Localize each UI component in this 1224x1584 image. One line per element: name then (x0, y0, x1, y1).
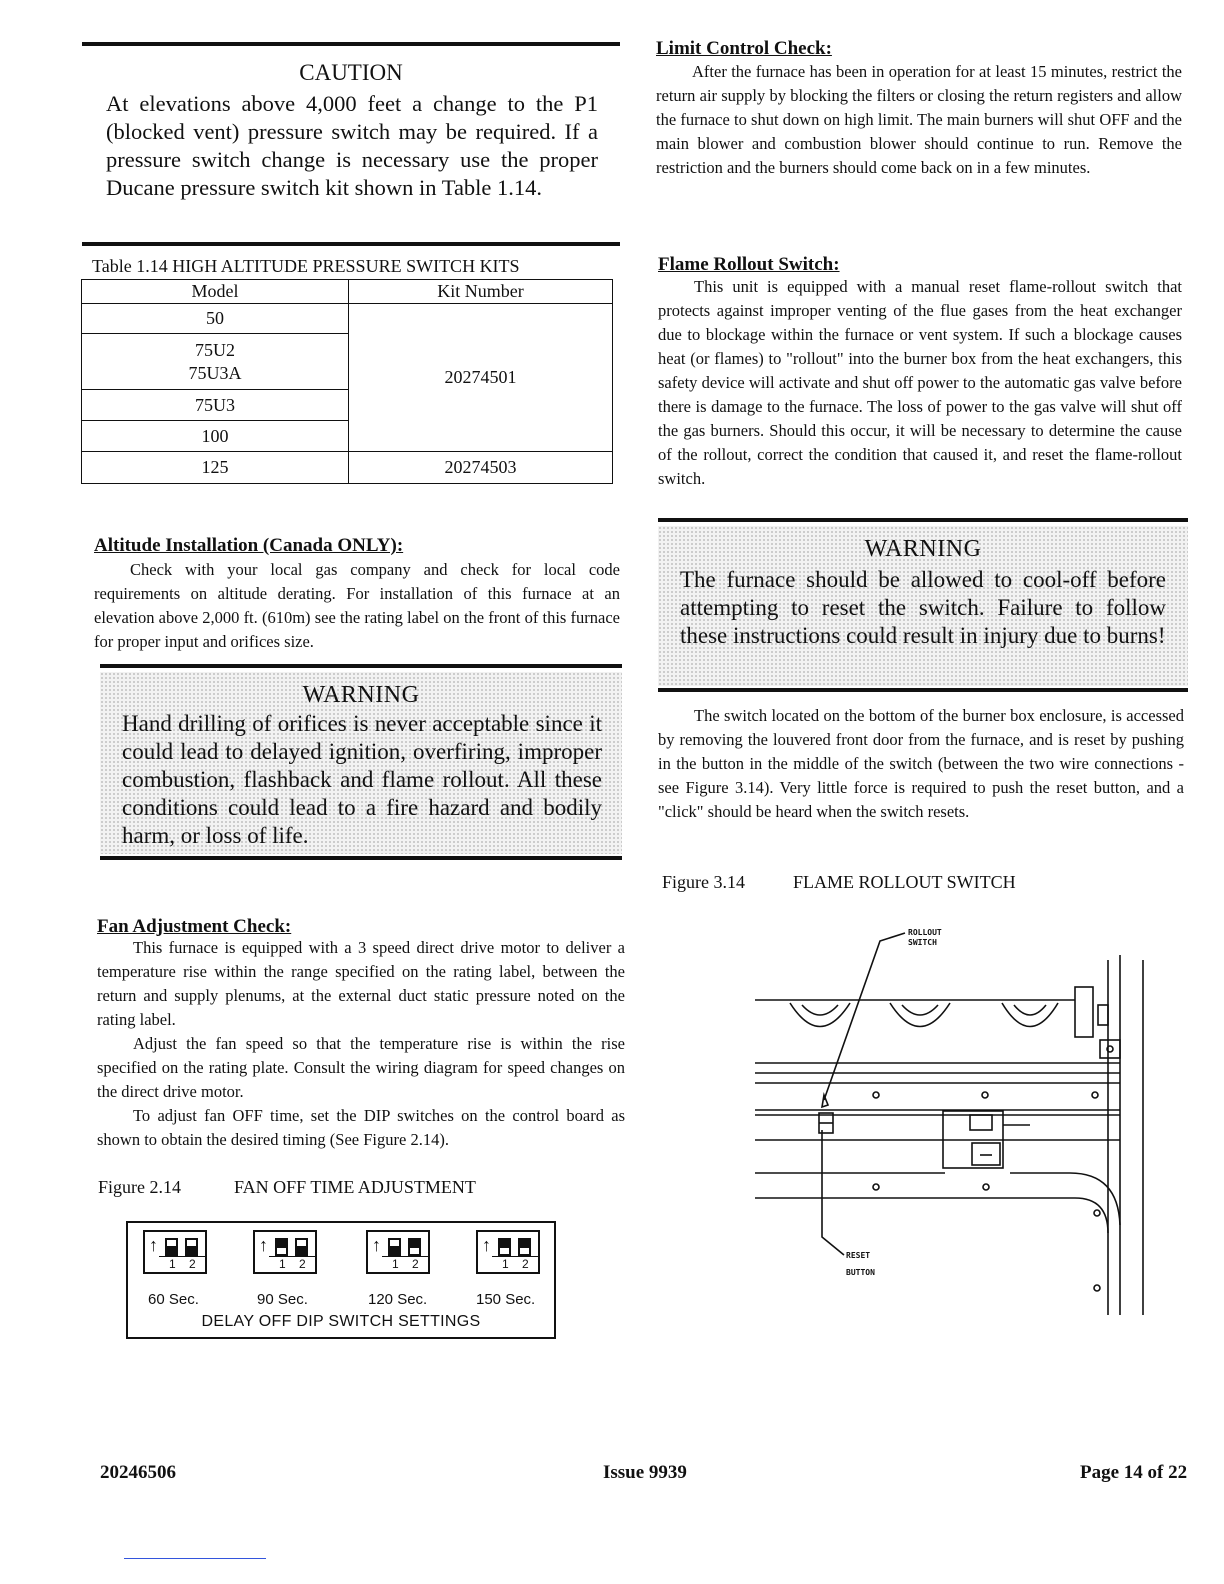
warning1-text: Hand drilling of orifices is never acceptable since it could lead to delayed ignition, overfiring, improper combustion, flashback and flame rollout. All these conditions could lead to a fire hazard and bodily harm, or loss of life. (122, 711, 602, 848)
dip-switch-150 (476, 1230, 540, 1274)
table-model-75u3a: 75U3A (188, 362, 242, 383)
figure314-title: FLAME ROLLOUT SWITCH (793, 872, 1016, 892)
diagram-shelf (1010, 1173, 1120, 1225)
burner-port (902, 1005, 938, 1015)
table-header-model: Model (82, 280, 349, 304)
warning2-text: The furnace should be allowed to cool-off before attempting to reset the switch. Failure to follow these instructions could result in injury due to burns! (680, 567, 1166, 648)
table-cell-model: 50 (82, 304, 349, 334)
label-reset-2: BUTTON (846, 1268, 875, 1277)
warning1-top-rule (100, 664, 622, 668)
dip-switch-120 (366, 1230, 430, 1274)
diagram-bracket (1098, 1005, 1108, 1025)
switch-label-2: 2 (412, 1257, 419, 1271)
table-cell-model: 100 (82, 421, 349, 452)
dip-switch-2 (408, 1238, 421, 1256)
dip-switch-1 (498, 1238, 511, 1256)
diagram-screw (1092, 1092, 1098, 1098)
diagram-screw (873, 1092, 879, 1098)
warning2-title: WARNING (864, 536, 982, 562)
figure214-number: Figure 2.14 (98, 1177, 181, 1197)
dip-switch-90 (253, 1230, 317, 1274)
setting-120: 120 Sec. (368, 1291, 428, 1308)
limit-paragraph: After the furnace has been in operation for at least 15 minutes, restrict the return air supply by blocking the filters or closing the return registers and allow the furnace to shut down on high limit. The main burners will shut OFF and the main blower and combustion blower should continue to run. Remove the restriction and the burners should come back on in a few minutes. (656, 62, 1182, 177)
warning1-box (100, 672, 622, 854)
setting-90: 90 Sec. (257, 1291, 308, 1308)
table-caption: Table 1.14 HIGH ALTITUDE PRESSURE SWITCH KITS (92, 256, 520, 276)
rollout-text (658, 275, 1182, 491)
switch-terminal (970, 1115, 992, 1130)
fan-paragraph-2: Adjust the fan speed so that the temperature rise is within the rise specified on the rating plate. Consult the wiring diagram for speed changes on the direct drive motor. (97, 1034, 625, 1101)
figure314-number: Figure 3.14 (662, 872, 745, 892)
table-header-kit: Kit Number (349, 280, 613, 304)
warning1-title: WARNING (302, 682, 420, 708)
switch-paragraph: The switch located on the bottom of the burner box enclosure, is accessed by removing the louvered front door from the furnace, and is reset by pushing in the button in the middle of the switch (between the two wire connections - see Figure 3.14). Very little force is required to push the reset button, and a "click" should be heard when the switch resets. (658, 706, 1184, 821)
diagram-screw (1094, 1285, 1100, 1291)
caution-title: CAUTION (299, 60, 403, 85)
caution-top-rule (82, 42, 620, 46)
arrow-up-icon: ↑ (259, 1235, 268, 1255)
fan-paragraph-3: To adjust fan OFF time, set the DIP switches on the control board as shown to obtain the desired timing (See Figure 2.14). (97, 1106, 625, 1149)
warning2-top-rule (658, 518, 1188, 522)
rollout-leader-line (824, 933, 905, 1100)
diagram-bracket (1100, 1040, 1120, 1058)
switch-label-1: 1 (169, 1257, 176, 1271)
altitude-heading: Altitude Installation (Canada ONLY): (94, 535, 404, 556)
fan-paragraph-1: This furnace is equipped with a 3 speed direct drive motor to deliver a temperature rise within the range specified on the rating label, between the return and supply plenums, at the external duct static pressure noted on the rating label. (97, 938, 625, 1029)
fan-text (97, 936, 625, 1152)
altitude-paragraph: Check with your local gas company and check for local code requirements on altitude derating. For installation of this furnace at an elevation above 2,000 ft. (610m) see the rating label on the front of this furnace for proper input and orifices size. (94, 560, 620, 651)
arrow-up-icon: ↑ (372, 1235, 381, 1255)
table-cell-model (82, 334, 349, 390)
warning1-bottom-rule (100, 856, 622, 860)
setting-60: 60 Sec. (148, 1291, 199, 1308)
footer-doc-number: 20246506 (100, 1462, 176, 1483)
rollout-switch-diagram (740, 915, 1160, 1325)
label-rollout-2: SWITCH (908, 938, 937, 947)
diagram-screw (1094, 1210, 1100, 1216)
rollout-paragraph: This unit is equipped with a manual reset flame-rollout switch that protects against improper venting of the flue gases from the heat exchanger due to blockage within the furnace or vent system. If such a blockage causes heat (or flames) to "rollout" into the burner box from the heat exchangers, this safety device will activate and shut off power to the automatic gas valve before there is damage to the furnace. The loss of power to the gas valve will shut off the gas burners. Should this occur, it will be necessary to determine the cause of the rollout, correct the condition that caused it, and reset the flame-rollout switch. (658, 277, 1182, 488)
arrow-up-icon: ↑ (149, 1235, 158, 1255)
dip-switch-1 (388, 1238, 401, 1256)
switch-label-2: 2 (299, 1257, 306, 1271)
fan-heading: Fan Adjustment Check: (97, 916, 292, 937)
dip-switch-1 (165, 1238, 178, 1256)
label-reset-1: RESET (846, 1251, 871, 1260)
footer-page: Page 14 of 22 (1080, 1462, 1188, 1483)
burner-port (802, 1005, 838, 1015)
limit-text (656, 60, 1182, 180)
dip-switch-2 (518, 1238, 531, 1256)
dip-switch-60 (143, 1230, 207, 1274)
rollout-heading: Flame Rollout Switch: (658, 254, 840, 275)
dip-caption: DELAY OFF DIP SWITCH SETTINGS (201, 1313, 481, 1330)
dip-switch-1 (275, 1238, 288, 1256)
footer-issue: Issue 9939 (603, 1462, 687, 1483)
table-cell-kit: 20274503 (349, 452, 613, 484)
dip-switch-2 (185, 1238, 198, 1256)
switch-label-1: 1 (502, 1257, 509, 1271)
switch-terminal (972, 1143, 1000, 1165)
diagram-screw (982, 1092, 988, 1098)
caution-text: At elevations above 4,000 feet a change to the P1 (blocked vent) pressure switch may be required. If a pressure switch change is necessary use the proper Ducane pressure switch kit shown in Table 1.14. (106, 91, 598, 200)
dip-switch-2 (295, 1238, 308, 1256)
reset-leader-line (822, 1130, 844, 1255)
table-cell-model: 75U3 (82, 390, 349, 421)
switch-label-2: 2 (189, 1257, 196, 1271)
arrow-up-icon: ↑ (482, 1235, 491, 1255)
dip-switch-figure (126, 1221, 556, 1339)
diagram-shelf (755, 1198, 1108, 1233)
caution-bottom-rule (82, 242, 620, 246)
setting-150: 150 Sec. (476, 1291, 536, 1308)
altitude-text (94, 558, 620, 654)
table-cell-model: 125 (82, 452, 349, 484)
bottom-blue-line (124, 1558, 266, 1559)
warning2-box (658, 526, 1188, 686)
label-rollout-1: ROLLOUT (908, 928, 942, 937)
kit-table (81, 279, 613, 484)
burner-port (1014, 1005, 1046, 1015)
table-model-75u2: 75U2 (195, 339, 235, 360)
warning2-bottom-rule (658, 688, 1188, 692)
limit-heading: Limit Control Check: (656, 38, 832, 59)
figure214-title: FAN OFF TIME ADJUSTMENT (234, 1177, 476, 1197)
switch-label-1: 1 (392, 1257, 399, 1271)
switch-label-2: 2 (522, 1257, 529, 1271)
diagram-screw (873, 1184, 879, 1190)
switch-text (658, 704, 1184, 824)
table-cell-kit: 20274501 (349, 304, 613, 452)
diagram-bracket (1075, 987, 1093, 1037)
switch-label-1: 1 (279, 1257, 286, 1271)
diagram-screw (983, 1184, 989, 1190)
